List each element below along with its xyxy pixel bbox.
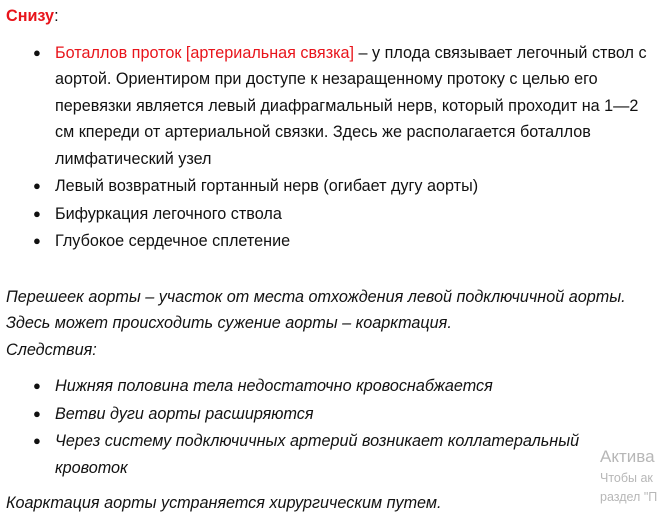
bullet-icon: ● — [33, 405, 41, 421]
ductus-description: – у плода связывает легочный ствол с аортой. Ориентиром при доступе к незаращенному протоку с целью его перевязки является левый диафрагмальный нерв, который проходит на 1—2 см кпереди от артериальной связки. Здесь же располагается боталлов лимфатический узел — [55, 43, 647, 168]
surgery-paragraph: Коарктация аорты устраняется хирургическим путем. — [6, 494, 442, 512]
consequences-list — [6, 373, 656, 481]
list-item-text: Нижняя половина тела недостаточно кровоснабжается — [55, 377, 493, 395]
list-item-consequence-1 — [6, 373, 656, 400]
bullet-icon: ● — [33, 44, 41, 60]
watermark-line-3: раздел "П — [600, 490, 658, 504]
document-body — [6, 3, 656, 517]
list-item-text: Левый возвратный гортанный нерв (огибает дугу аорты) — [55, 177, 479, 195]
list-item-text: Ветви дуги аорты расширяются — [55, 404, 314, 423]
list-item-consequence-3 — [6, 428, 656, 481]
isthmus-text: Перешеек аорты – участок от места отхождения левой подключичной аорты. Здесь может происходить сужение аорты – коарктация. — [6, 287, 626, 332]
bullet-icon: ● — [33, 205, 41, 221]
list-item-text: Через систему подключичных артерий возникает коллатеральный кровоток — [55, 432, 580, 477]
bullet-icon: ● — [33, 433, 41, 448]
heading-colon: : — [54, 7, 59, 25]
consequences-label: Следствия: — [6, 340, 97, 359]
bullet-icon: ● — [33, 178, 41, 193]
structures-list — [6, 40, 656, 255]
section-heading: Снизу — [6, 7, 55, 25]
ductus-term: Боталлов проток [артериальная связка] — [55, 43, 355, 62]
bullet-icon: ● — [33, 378, 41, 393]
watermark-line-1: Актива — [600, 447, 655, 466]
section-heading-line — [6, 3, 656, 30]
list-item-consequence-2 — [6, 401, 656, 428]
list-item-cardiac-plexus — [6, 228, 656, 255]
list-item-text: Бифуркация легочного ствола — [55, 204, 282, 223]
isthmus-paragraph — [6, 284, 656, 364]
bullet-icon: ● — [33, 233, 41, 248]
watermark-line-2: Чтобы ак — [600, 471, 653, 485]
list-item-ductus — [6, 40, 656, 173]
list-item-recurrent-nerve — [6, 173, 656, 200]
list-item-text: Глубокое сердечное сплетение — [55, 232, 291, 250]
list-item-bifurcation — [6, 201, 656, 228]
